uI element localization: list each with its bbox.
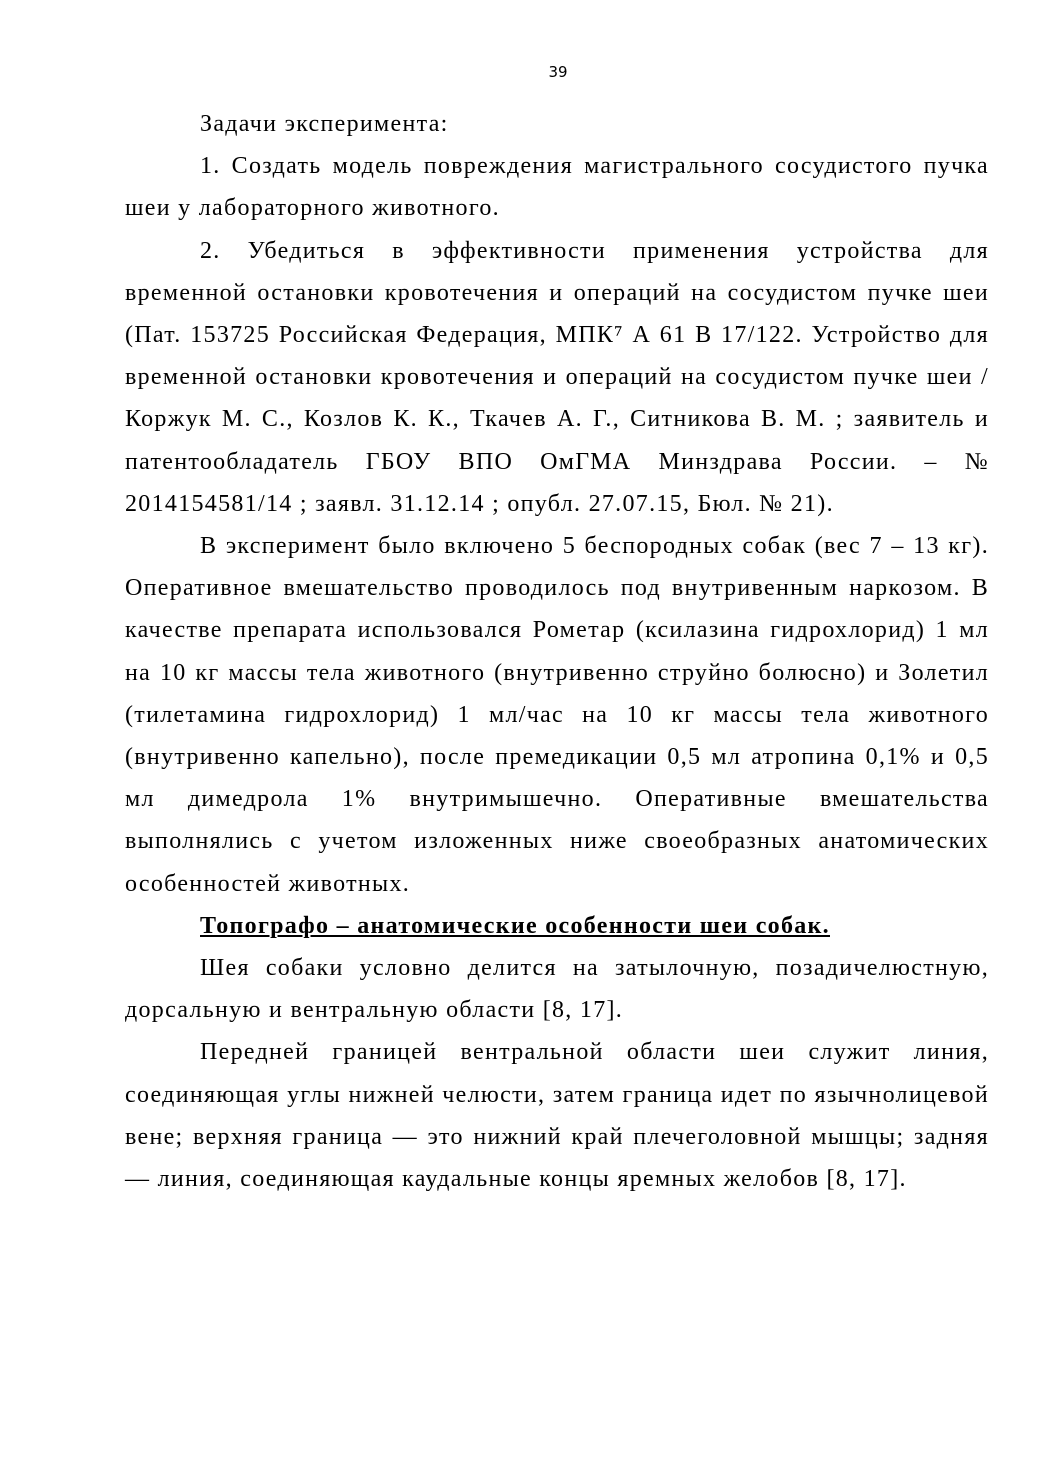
paragraph-task-2: 2. Убедиться в эффективности применения устройства для временной остановки кровотечения и операций на сосудистом пучке шеи (Пат. 153725 Российская Федерация, МПК⁷ А 61 В 17/122. Устройство для временной остановки кровотечения и операций на сосудистом пучке шеи / Коржук М. С., Козлов К. К., Ткачев А. Г., Ситникова В. М. ; заявитель и патентообладатель ГБОУ ВПО ОмГМА Минздрава России. – № 2014154581/14 ; заявл. 31.12.14 ; опубл. 27.07.15, Бюл. № 21). xyxy=(125,237,989,517)
section-heading: Топографо – анатомические особенности шеи собак. xyxy=(200,912,830,939)
page-number: 39 xyxy=(548,63,568,81)
paragraph-task-1: 1. Создать модель повреждения магистрального сосудистого пучка шеи у лабораторного животного. xyxy=(125,153,989,222)
paragraph-experiment: В эксперимент было включено 5 беспородных собак (вес 7 – 13 кг). Оперативное вмешательство проводилось под внутривенным наркозом. В качестве препарата использовался Рометар (ксилазина гидрохлорид) 1 мл на 10 кг массы тела животного (внутривенно струйно болюсно) и Золетил (тилетамина гидрохлорид) 1 мл/час на 10 кг массы тела животного (внутривенно капельно), после премедикации 0,5 мл атропина 0,1% и 0,5 мл димедрола 1% внутримышечно. Оперативные вмешательства выполнялись с учетом изложенных ниже своеобразных анатомических особенностей животных. xyxy=(125,533,989,897)
paragraph-tasks-title: Задачи эксперимента: xyxy=(200,111,449,137)
paragraph-ventral-borders: Передней границей вентральной области шеи служит линия, соединяющая углы нижней челюсти, затем граница идет по язычнолицевой вене; верхняя граница — это нижний край плечеголовной мышцы; задняя — линия, соединяющая каудальные концы яремных желобов [8, 17]. xyxy=(125,1039,989,1193)
paragraph-neck-regions: Шея собаки условно делится на затылочную, позадичелюстную, дорсальную и вентральную области [8, 17]. xyxy=(125,955,989,1024)
document-body xyxy=(125,103,989,1200)
